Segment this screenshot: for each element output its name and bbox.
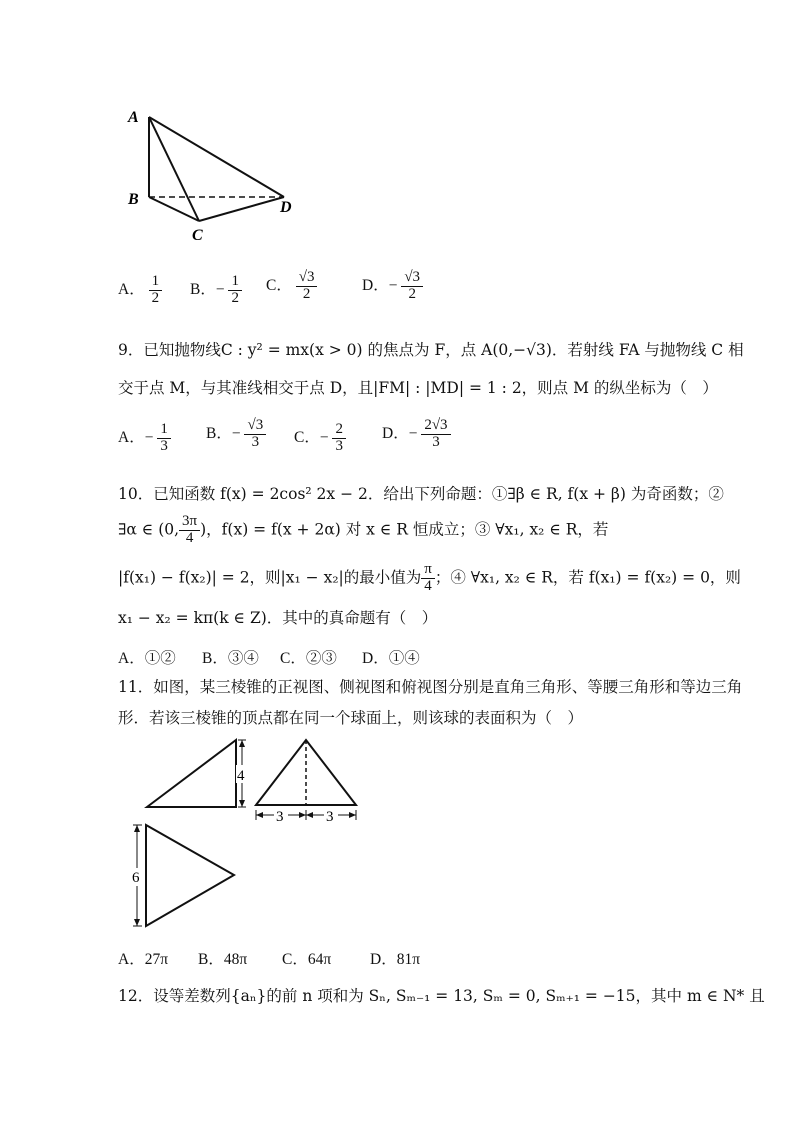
fraction: $\frac{\pi}{4}$ bbox=[421, 562, 435, 595]
q8-pyramid-figure bbox=[120, 100, 310, 250]
q9-option-c: C．− $\frac{2}{3}$ bbox=[294, 422, 346, 455]
fraction: $\frac{1}{3}$ bbox=[157, 422, 171, 455]
vertex-label-b: B bbox=[128, 191, 139, 208]
vertex-label-a: A bbox=[128, 109, 139, 126]
q9-option-d: D．− $\frac{2√3}{3}$ bbox=[382, 418, 451, 451]
q10-line-2: ∃α ∈ (0, $\frac{3\pi}{4}$ )，f(x) = f(x + 2α) 对 x ∈ R 恒成立；③ ∀x₁, x₂ ∈ R，若 bbox=[118, 513, 609, 546]
q10-line-3: |f(x₁) − f(x₂)| = 2，则|x₁ − x₂|的最小值为 $\frac{\pi}{4}$ ；④ ∀x₁, x₂ ∈ R，若 f(x₁) = f(x₂) = 0，则 bbox=[118, 561, 741, 594]
q10-option-b: B．③④ bbox=[202, 650, 259, 667]
fraction: $\frac{√3}{3}$ bbox=[244, 418, 266, 451]
fraction: $\frac{√3}{2}$ bbox=[296, 270, 318, 303]
fraction: $\frac{2√3}{3}$ bbox=[421, 418, 450, 451]
dimension-label-right-half: 3 bbox=[326, 809, 334, 825]
q11-line-1: 11．如图，某三棱锥的正视图、侧视图和俯视图分别是直角三角形、等腰三角形和等边三角 bbox=[118, 678, 743, 696]
q11-option-d: D．81π bbox=[370, 951, 421, 968]
q8-option-b: B．− $\frac{1}{2}$ bbox=[190, 274, 242, 307]
q8-option-d: D．− $\frac{√3}{2}$ bbox=[362, 270, 423, 303]
q10-line-4: x₁ − x₂ = kπ(k ∈ Z)．其中的真命题有（ ） bbox=[118, 609, 438, 627]
dimension-label-left-half: 3 bbox=[276, 809, 284, 825]
q12-line-1: 12．设等差数列{aₙ}的前 n 项和为 Sₙ, Sₘ₋₁ = 13, Sₘ = 0, Sₘ₊₁ = −15，其中 m ∈ N* 且 bbox=[118, 987, 765, 1005]
fraction: $\frac{2}{3}$ bbox=[332, 422, 346, 455]
q8-option-a: A． $\frac{1}{2}$ bbox=[118, 274, 162, 307]
vertex-label-d: D bbox=[280, 199, 292, 216]
q10-option-c: C．②③ bbox=[280, 650, 337, 667]
q8-option-c: C． $\frac{√3}{2}$ bbox=[266, 270, 317, 303]
q9-line-2: 交于点 M，与其准线相交于点 D，且|FM| : |MD| = 1 : 2，则点 M 的纵坐标为（ ） bbox=[118, 379, 718, 397]
fraction: $\frac{1}{2}$ bbox=[149, 274, 163, 307]
q9-option-a: A．− $\frac{1}{3}$ bbox=[118, 422, 171, 455]
q9-option-b: B．− $\frac{√3}{3}$ bbox=[206, 418, 266, 451]
q11-top-view-figure bbox=[128, 820, 238, 932]
q9-line-1: 9．已知抛物线C : y² = mx(x > 0) 的焦点为 F，点 A(0,−√3)．若射线 FA 与抛物线 C 相 bbox=[118, 341, 744, 359]
q10-option-a: A．①② bbox=[118, 650, 176, 667]
fraction: $\frac{3\pi}{4}$ bbox=[179, 514, 200, 547]
q10-option-d: D．①④ bbox=[362, 650, 420, 667]
fraction: $\frac{1}{2}$ bbox=[228, 274, 242, 307]
vertex-label-c: C bbox=[192, 227, 203, 244]
q10-line-1: 10．已知函数 f(x) = 2cos² 2x − 2．给出下列命题：①∃β ∈ R, f(x + β) 为奇函数；② bbox=[118, 485, 724, 503]
q11-option-c: C．64π bbox=[282, 951, 332, 968]
q11-option-a: A．27π bbox=[118, 951, 169, 968]
q11-side-view-figure bbox=[250, 735, 364, 825]
dimension-label-height: 4 bbox=[237, 768, 245, 784]
fraction: $\frac{√3}{2}$ bbox=[401, 270, 423, 303]
q11-front-view-figure bbox=[140, 733, 252, 815]
dimension-label-side: 6 bbox=[132, 870, 140, 886]
q11-option-b: B．48π bbox=[198, 951, 248, 968]
q11-line-2: 形．若该三棱锥的顶点都在同一个球面上，则该球的表面积为（ ） bbox=[118, 709, 584, 727]
